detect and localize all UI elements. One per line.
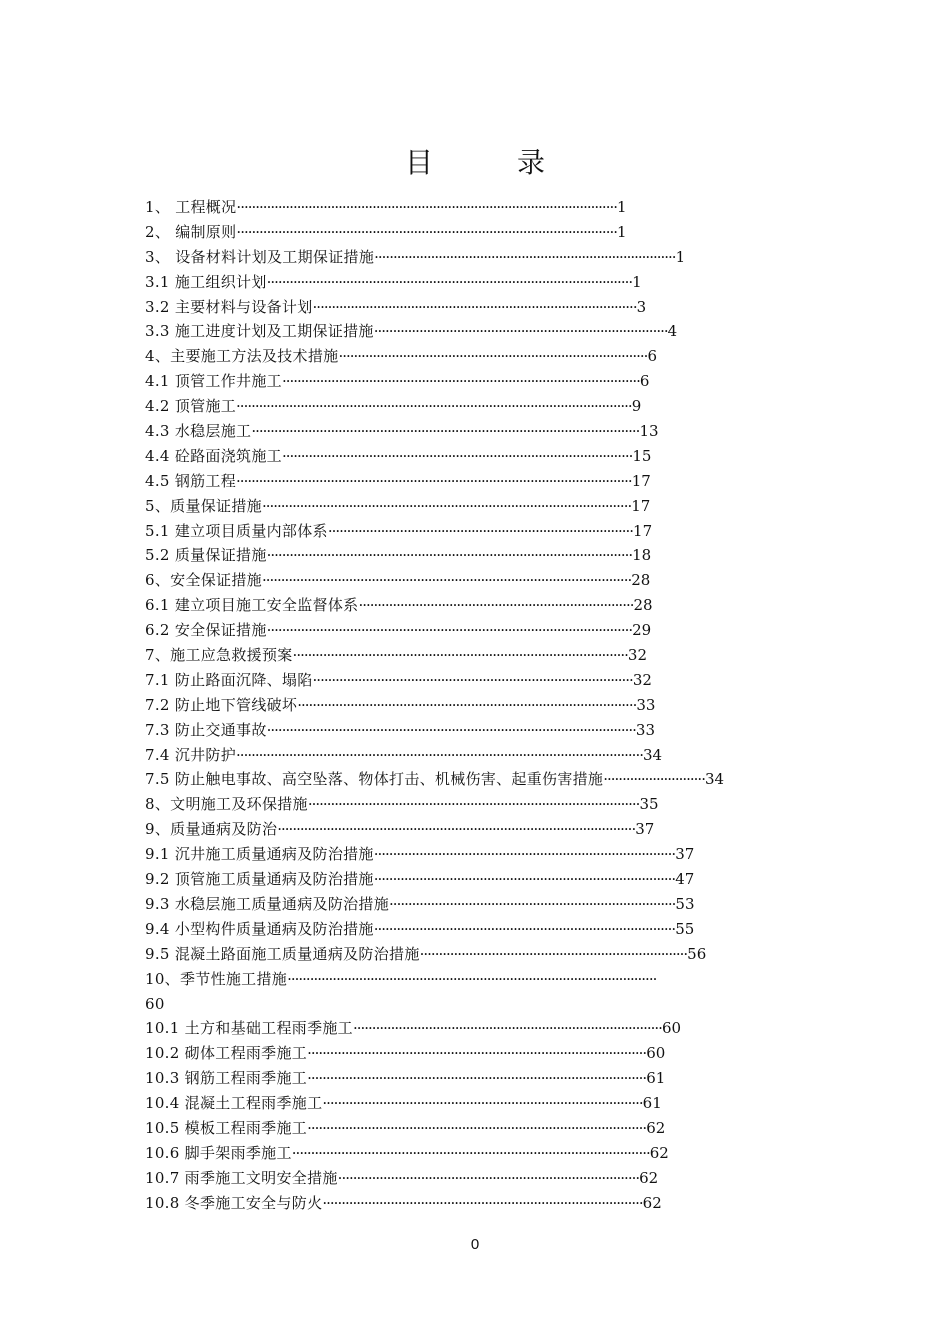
toc-entry-label: 6、安全保证措施: [145, 571, 262, 590]
toc-leader-dots: ·······························································································: [291, 1143, 650, 1162]
toc-leader-dots: ··································································································: [261, 571, 632, 590]
toc-entry[interactable]: [145, 1116, 825, 1141]
toc-entry[interactable]: [145, 792, 825, 817]
toc-entry-label: 6.2 安全保证措施: [145, 621, 267, 640]
toc-leader-dots: ···························: [603, 770, 705, 789]
toc-entry[interactable]: [145, 344, 825, 369]
toc-entry-label: 4.2 顶管施工: [145, 397, 237, 416]
toc-entry-page: 55: [675, 919, 695, 938]
toc-leader-dots: ·····················································································: [312, 670, 633, 689]
toc-entry-page: 9: [631, 397, 642, 416]
toc-entry[interactable]: [145, 593, 825, 618]
toc-entry-label: 9.5 混凝土路面施工质量通病及防治措施: [145, 944, 420, 963]
toc-entry-label: 2、 编制原则: [145, 222, 237, 241]
toc-entry[interactable]: [145, 270, 825, 295]
toc-entry-label: 10.2 砌体工程雨季施工: [145, 1044, 308, 1063]
toc-entry-label: 7.1 防止路面沉降、塌陷: [145, 670, 313, 689]
toc-entry-label: 5.2 质量保证措施: [145, 546, 267, 565]
toc-entry[interactable]: [145, 643, 825, 668]
toc-entry-label: 4.1 顶管工作井施工: [145, 372, 282, 391]
toc-leader-dots: ·····················································································: [322, 1094, 643, 1113]
toc-entry-page: 35: [639, 795, 659, 814]
toc-entry-page: 33: [636, 695, 656, 714]
toc-entry[interactable]: [145, 444, 825, 469]
toc-entry-label: 3、 设备材料计划及工期保证措施: [145, 247, 375, 266]
toc-leader-dots: ·····························································································: [281, 446, 633, 465]
toc-entry-label: 3.2 主要材料与设备计划: [145, 297, 313, 316]
toc-leader-dots: ·······································································································: [251, 422, 640, 441]
toc-entry[interactable]: [145, 743, 825, 768]
toc-entry[interactable]: [145, 220, 825, 245]
toc-leader-dots: ·························································································: [292, 646, 628, 665]
toc-leader-dots: ··································································································: [261, 496, 632, 515]
toc-leader-dots: ·········································································: [358, 596, 634, 615]
toc-leader-dots: ························································································: [307, 795, 640, 814]
toc-leader-dots: ············································································: [389, 894, 676, 913]
toc-entry-label: 10.6 脚手架雨季施工: [145, 1143, 292, 1162]
toc-entry-page: 32: [632, 670, 652, 689]
toc-leader-dots: ·········································································································: [236, 397, 632, 416]
toc-entry-page: 33: [635, 720, 655, 739]
toc-leader-dots: ··················································································: [352, 1019, 662, 1038]
toc-entry[interactable]: [145, 394, 825, 419]
toc-entry-label: 5.1 建立项目质量内部体系: [145, 521, 328, 540]
toc-leader-dots: ··································································································: [287, 969, 657, 988]
toc-entry[interactable]: [145, 494, 825, 519]
toc-entry[interactable]: [145, 419, 825, 444]
toc-entry[interactable]: [145, 892, 825, 917]
toc-leader-dots: ··································································································: [266, 720, 636, 739]
toc-entry-page: 60: [661, 1019, 682, 1038]
toc-entry-page: 32: [627, 646, 647, 665]
toc-leader-dots: ·········································································································: [236, 471, 632, 490]
toc-entry[interactable]: [145, 718, 825, 743]
toc-entry-page: 6: [639, 372, 650, 391]
toc-leader-dots: ··························································································: [307, 1044, 647, 1063]
toc-entry[interactable]: [145, 967, 825, 992]
toc-entry[interactable]: [145, 195, 825, 220]
toc-entry[interactable]: [145, 1066, 825, 1091]
toc-entry-page: 3: [636, 297, 647, 316]
toc-entry-label: 9.1 沉井施工质量通病及防治措施: [145, 845, 374, 864]
toc-entry[interactable]: [145, 1166, 825, 1191]
document-title: 目 录: [404, 146, 573, 179]
toc-entry-page: 29: [632, 621, 652, 640]
toc-entry-label: 10.7 雨季施工文明安全措施: [145, 1168, 338, 1187]
toc-entry-label: 9.4 小型构件质量通病及防治措施: [145, 919, 374, 938]
toc-entry-label: 7.2 防止地下管线破坏: [145, 695, 298, 714]
toc-leader-dots: ················································································: [373, 919, 676, 938]
toc-entry-page: 17: [631, 471, 651, 490]
toc-entry-label: 5、质量保证措施: [145, 496, 262, 515]
toc-entry-label: 3.1 施工组织计划: [145, 272, 267, 291]
toc-entry-label: 10.8 冬季施工安全与防火: [145, 1193, 323, 1212]
toc-entry-label: 4.5 钢筋工程: [145, 471, 237, 490]
toc-entry-page: 56: [687, 944, 707, 963]
toc-entry-page: 61: [642, 1094, 662, 1113]
toc-leader-dots: ·······························································································: [277, 820, 636, 839]
toc-entry-page: 53: [675, 894, 695, 913]
toc-entry-page: 17: [633, 521, 653, 540]
toc-entry[interactable]: [145, 942, 825, 967]
toc-entry-label: 7.5 防止触电事故、高空坠落、物体打击、机械伤害、起重伤害措施: [145, 770, 604, 789]
toc-entry-label: 10.1 土方和基础工程雨季施工: [145, 1019, 353, 1038]
toc-entry-page: 4: [667, 322, 678, 341]
toc-entry[interactable]: [145, 295, 825, 320]
toc-leader-dots: ················································································: [373, 870, 676, 889]
toc-leader-dots: ·····················································································: [322, 1193, 643, 1212]
toc-entry-label: 9.3 水稳层施工质量通病及防治措施: [145, 894, 390, 913]
toc-entry-label: 7.3 防止交通事故: [145, 720, 267, 739]
toc-entry-label: 10.3 钢筋工程雨季施工: [145, 1069, 308, 1088]
toc-entry-page: 18: [632, 546, 652, 565]
toc-entry[interactable]: [145, 668, 825, 693]
toc-entry-page: 61: [646, 1069, 666, 1088]
toc-entry-label: 10.5 模板工程雨季施工: [145, 1118, 308, 1137]
toc-entry-page: 37: [675, 845, 695, 864]
toc-leader-dots: ·····································································································: [236, 198, 617, 216]
toc-entry[interactable]: [145, 693, 825, 718]
toc-leader-dots: ·················································································: [327, 521, 634, 540]
toc-entry[interactable]: [145, 618, 825, 643]
toc-entry[interactable]: [145, 867, 825, 892]
toc-leader-dots: ················································································: [337, 1168, 640, 1187]
toc-entry-label: 6.1 建立项目施工安全监督体系: [145, 596, 359, 615]
toc-entry[interactable]: [145, 1016, 825, 1041]
toc-leader-dots: ················································································: [373, 845, 676, 864]
toc-entry[interactable]: [145, 842, 825, 867]
toc-entry-page: 62: [642, 1193, 662, 1212]
toc-leader-dots: ·································································································: [266, 621, 633, 640]
toc-leader-dots: ·······································································: [419, 944, 688, 963]
toc-entry[interactable]: [145, 767, 825, 792]
toc-entry[interactable]: [145, 469, 825, 494]
toc-entry-label: 8、文明施工及环保措施: [145, 795, 308, 814]
toc-entry-page: 34: [704, 770, 725, 789]
toc-entry-label: 9.2 顶管施工质量通病及防治措施: [145, 870, 374, 889]
toc-entry-label: 4.3 水稳层施工: [145, 422, 252, 441]
toc-entry[interactable]: [145, 543, 825, 568]
toc-leader-dots: ··························································································: [307, 1069, 647, 1088]
toc-leader-dots: ··············································································: [373, 322, 668, 341]
toc-leader-dots: ··························································································: [307, 1118, 647, 1137]
toc-leader-dots: ·································································································: [266, 272, 633, 291]
toc-entry[interactable]: [145, 1041, 825, 1066]
toc-entry-page: 28: [633, 596, 653, 615]
toc-entry[interactable]: [145, 1141, 825, 1166]
toc-entry-page: 47: [675, 870, 695, 889]
toc-leader-dots: ············································································································: [236, 745, 643, 764]
table-of-contents: [145, 195, 825, 1216]
toc-entry-page: 60: [646, 1044, 666, 1063]
toc-leader-dots: ··························································································: [297, 695, 637, 714]
toc-entry-page: 62: [646, 1118, 666, 1137]
toc-entry[interactable]: [145, 369, 825, 394]
toc-entry-page: 37: [635, 820, 655, 839]
toc-entry-page: 6: [647, 347, 657, 366]
toc-entry[interactable]: [145, 245, 825, 270]
toc-entry-label: 4.4 砼路面浇筑施工: [145, 446, 282, 465]
page-number: 0: [470, 1236, 480, 1253]
toc-entry-label: 60: [145, 994, 165, 1013]
toc-leader-dots: ·······························································································: [281, 372, 640, 391]
toc-entry-label: 7.4 沉井防护: [145, 745, 237, 764]
toc-entry-page: 17: [631, 496, 651, 515]
toc-entry[interactable]: [145, 319, 825, 344]
toc-entry[interactable]: [145, 1191, 825, 1216]
toc-leader-dots: ·································································································: [266, 546, 633, 565]
toc-leader-dots: ··················································································: [338, 347, 648, 366]
toc-entry-label: 1、 工程概况: [145, 198, 237, 216]
toc-entry[interactable]: [145, 1091, 825, 1116]
toc-entry-page: 1: [632, 272, 642, 291]
toc-entry-page: 1: [617, 222, 627, 241]
toc-entry-page: 13: [639, 422, 659, 441]
toc-entry-page: 28: [631, 571, 651, 590]
toc-leader-dots: ······················································································: [312, 297, 637, 316]
toc-entry-label: 10、季节性施工措施: [145, 969, 288, 988]
toc-entry-page: 1: [617, 198, 627, 216]
toc-entry[interactable]: [145, 992, 825, 1017]
toc-entry-label: 7、施工应急救援预案: [145, 646, 293, 665]
toc-entry[interactable]: [145, 917, 825, 942]
toc-entry-label: 4、主要施工方法及技术措施: [145, 347, 339, 366]
toc-entry-page: 62: [639, 1168, 659, 1187]
toc-entry-label: 9、质量通病及防治: [145, 820, 278, 839]
toc-entry-label: 10.4 混凝土工程雨季施工: [145, 1094, 323, 1113]
toc-entry-page: 15: [632, 446, 652, 465]
toc-leader-dots: ·····································································································: [236, 222, 617, 241]
toc-leader-dots: ················································································: [374, 247, 676, 266]
toc-entry[interactable]: [145, 519, 825, 544]
toc-entry-page: 34: [642, 745, 663, 764]
toc-entry-page: 62: [649, 1143, 669, 1162]
toc-entry-page: 1: [675, 247, 686, 266]
toc-entry[interactable]: [145, 568, 825, 593]
toc-entry-label: 3.3 施工进度计划及工期保证措施: [145, 322, 374, 341]
toc-entry[interactable]: [145, 817, 825, 842]
